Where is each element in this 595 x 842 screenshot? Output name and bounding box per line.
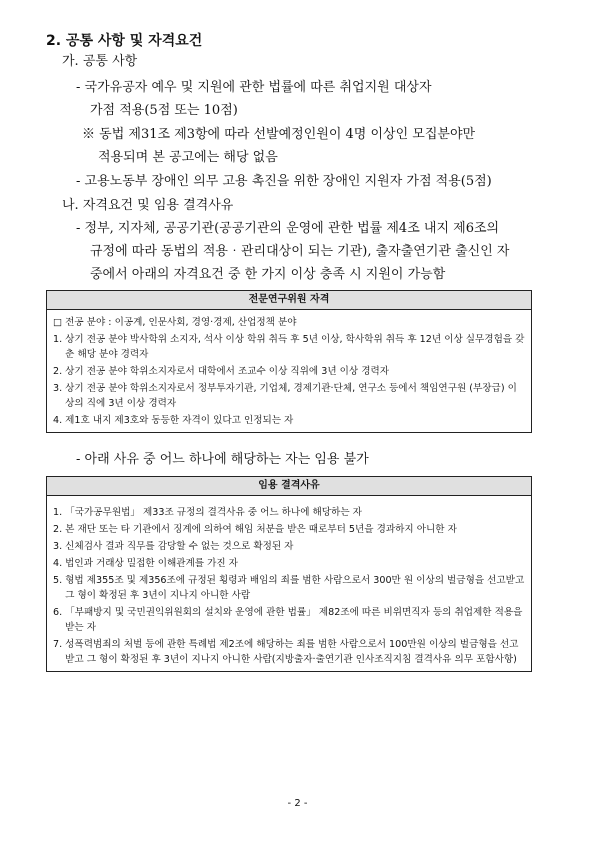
- disqualification-box: [46, 476, 532, 672]
- qualification-item: 1. 상기 전공 분야 박사학위 소지자, 석사 이상 학위 취득 후 5년 이상, 학사학위 취득 후 12년 이상 실무경험을 갖춘 해당 분야 경력자: [53, 334, 525, 360]
- bullet-eligibility-line3: 중에서 아래의 자격요건 중 한 가지 이상 충족 시 지원이 가능함: [90, 267, 446, 282]
- qualification-item: 2. 상기 전공 분야 학위소지자로서 대학에서 조교수 이상 직위에 3년 이상 경력자: [53, 366, 390, 377]
- note-line1: ※ 동법 제31조 제3항에 따라 선발예정인원이 4명 이상인 모집분야만: [82, 127, 476, 142]
- page-number: - 2 -: [287, 798, 308, 809]
- disqualification-item: 3. 신체검사 결과 직무를 감당할 수 없는 것으로 확정된 자: [53, 541, 294, 552]
- disqualification-box-header: 임용 결격사유: [47, 477, 531, 496]
- disqualification-item: 4. 법인과 거래상 밀접한 이해관계를 가진 자: [53, 558, 238, 569]
- bullet-eligibility-line1: - 정부, 지자체, 공공기관(공공기관의 운영에 관한 법률 제4조 내지 제6조의: [76, 221, 500, 236]
- bullet-veterans-line1: - 국가유공자 예우 및 지원에 관한 법률에 따른 취업지원 대상자: [76, 80, 432, 95]
- qualification-field: □ 전공 분야 : 이공계, 인문사회, 경영‧경제, 산업정책 분야: [53, 317, 297, 328]
- qualification-box-header: 전문연구위원 자격: [47, 291, 531, 310]
- section-title: 2. 공통 사항 및 자격요건: [46, 33, 203, 49]
- bullet-veterans-line2: 가점 적용(5점 또는 10점): [90, 103, 238, 118]
- qualification-item: 3. 상기 전공 분야 학위소지자로서 정부투자기관, 기업체, 경제기관‧단체, 연구소 등에서 책임연구원 (부장급) 이상의 직에 3년 이상 경력자: [53, 383, 517, 409]
- disqualification-intro: - 아래 사유 중 어느 하나에 해당하는 자는 임용 불가: [76, 452, 369, 467]
- qualification-box: [46, 290, 532, 433]
- disqualification-item: 5. 형법 제355조 및 제356조에 규정된 횡령과 배임의 죄를 범한 사람으로서 300만 원 이상의 벌금형을 선고받고 그 형이 확정된 후 3년이 지나지 아니한 사람: [53, 575, 525, 601]
- note-line2: 적용되며 본 공고에는 해당 없음: [98, 150, 278, 165]
- disqualification-item: 7. 성폭력범죄의 처벌 등에 관한 특례법 제2조에 해당하는 죄를 범한 사람으로서 100만원 이상의 벌금형을 선고받고 그 형이 확정된 후 3년이 지나지 아니한 사람(지방출자‧출연기관 인사조직지침 결격사유 의무 포함사항): [53, 639, 519, 665]
- disqualification-item: 2. 본 재단 또는 타 기관에서 징계에 의하여 해임 처분을 받은 때로부터 5년을 경과하지 아니한 자: [53, 524, 457, 535]
- bullet-disabled: - 고용노동부 장애인 의무 고용 촉진을 위한 장애인 지원자 가점 적용(5점): [76, 174, 492, 189]
- subsection-heading-na: 나. 자격요건 및 임용 결격사유: [62, 198, 234, 213]
- subsection-heading-ga: 가. 공통 사항: [62, 54, 138, 69]
- disqualification-item: 6. 「부패방지 및 국민권익위원회의 설치와 운영에 관한 법률」 제82조에 따른 비위면직자 등의 취업제한 적용을 받는 자: [53, 607, 523, 633]
- disqualification-item: 1. 「국가공무원법」 제33조 규정의 결격사유 중 어느 하나에 해당하는 자: [53, 507, 362, 518]
- qualification-item: 4. 제1호 내지 제3호와 동등한 자격이 있다고 인정되는 자: [53, 415, 294, 426]
- bullet-eligibility-line2: 규정에 따라 동법의 적용‧관리대상이 되는 기관), 출자출연기관 출신인 자: [90, 244, 510, 259]
